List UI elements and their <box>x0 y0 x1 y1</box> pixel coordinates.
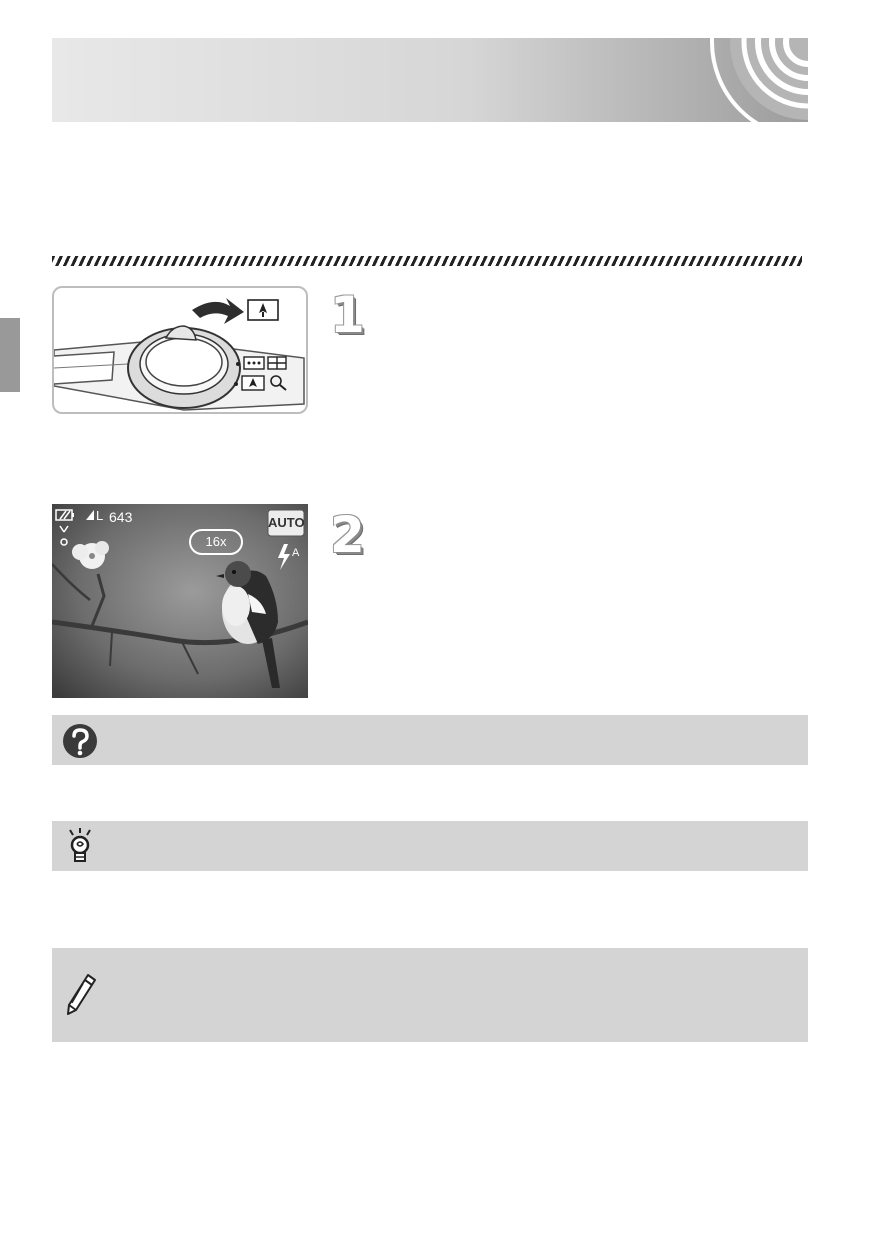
lcd-preview-photo <box>52 504 308 698</box>
step-number-1: 1 <box>330 286 365 344</box>
chapter-side-tab <box>0 318 20 392</box>
troubleshooting-bar <box>52 715 808 765</box>
concentric-rings-decoration <box>698 38 808 122</box>
tip-bar <box>52 821 808 871</box>
pencil-icon <box>64 972 98 1018</box>
section-header-banner <box>52 38 808 122</box>
svg-text:A: A <box>292 547 300 559</box>
zoom-lever-illustration <box>52 286 308 414</box>
zoom-factor-indicator: 16x <box>205 534 227 549</box>
lightbulb-icon <box>64 827 96 867</box>
step-number-2: 2 <box>330 506 365 564</box>
shot-count: 643 <box>109 509 133 525</box>
svg-text:L: L <box>96 508 104 523</box>
auto-mode-badge: AUTO <box>268 515 305 530</box>
note-bar <box>52 948 808 1042</box>
question-icon <box>60 721 100 761</box>
section-divider <box>52 256 802 266</box>
